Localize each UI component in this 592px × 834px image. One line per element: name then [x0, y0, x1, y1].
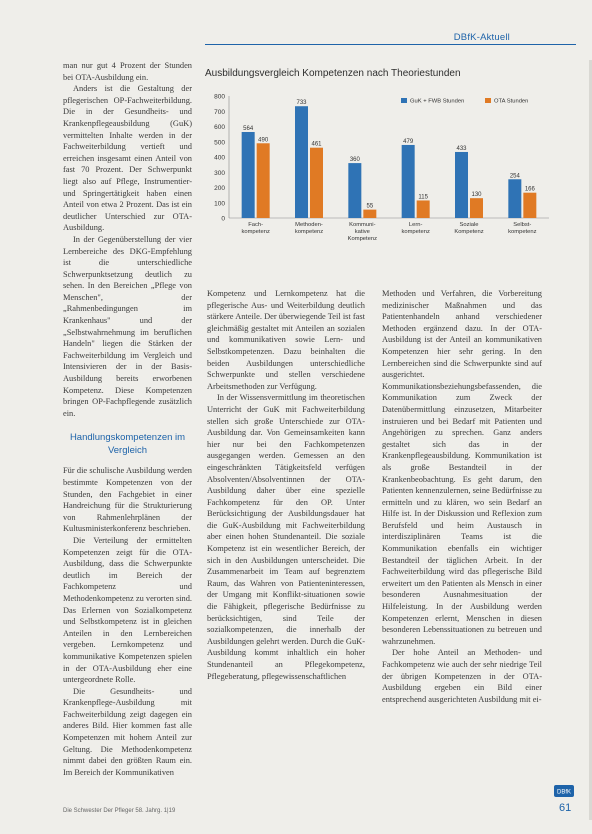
- x-tick-label: Selbst-: [513, 222, 532, 228]
- bar-chart: [205, 68, 555, 268]
- data-label: 166: [524, 186, 535, 193]
- x-tick-label: Soziale: [459, 222, 479, 228]
- legend-swatch: [485, 98, 491, 103]
- bar-guk-fwb: [402, 145, 415, 218]
- chart-title: Ausbildungsvergleich Kompetenzen nach Theoriestunden: [205, 68, 461, 79]
- legend-entry: OTA Stunden: [494, 98, 529, 105]
- paragraph: Der hohe Anteil an Methoden- und Fachkompetenz wie auch der sehr niedrige Teil der übrigen Kompetenzen in der OTA-Ausbildung ergeben ein Bild einer entsprechend ausgerichteten Ausbildung mit ei-: [382, 648, 542, 704]
- y-tick-label: 800: [214, 93, 225, 101]
- x-tick-label: kompetenz: [508, 229, 537, 235]
- paragraph: In der Wissensvermittlung im theoretischen Unterricht der GuK mit Fachweiterbildung stellen sich große Unterschiede zur OTA-Ausbildung dar. Von Gemeinsamkeiten kann hier nur bei den Fachkompetenzen ausgegangen werden. Gemessen an den eingeschränkten Tätigkeitsfeld verfügen Absolventen/Absolventinnen der OTA-Ausbildung daher über eine spezielle Fachkompetenz für den OP. Unter Berücksichtigung der Ausbildungsdauer hat die GuK-Ausbildung mit Fachweiterbildung aber einen hohen Stundenanteil. Die soziale Kompetenz ist ein wesentlicher Bereich, der sich in den Ausbildungen unterscheidet. Die Zusammenarbeit im Team auf begrenztem Raum, das Wahren von Patienteninteressen, der Umgang mit Konflikt-situationen sowie die Fähigkeit, pflegerische Bedürfnisse zu berücksichtigen, sind Teile der sozialkompetenzen, die innerhalb der Ausbildungen gelehrt werden. Durch die GuK-Ausbildung kommt inhaltlich ein hoher Stundenanteil an Pflegekompetenz, Pflegeberatung, pflegewissenschaftlichen: [207, 393, 365, 681]
- x-tick-label: Fach-: [248, 222, 264, 228]
- data-label: 733: [296, 100, 307, 107]
- column-2: [207, 288, 365, 682]
- data-label: 490: [258, 137, 269, 144]
- data-label: 461: [311, 141, 322, 148]
- bar-ota: [257, 143, 270, 218]
- y-tick-label: 100: [214, 200, 225, 208]
- page-header: [0, 0, 592, 60]
- paragraph: Anders ist die Gestaltung der pflegerischen OP-Fachweiterbildung. Die in der Gesundheits- und Krankenpflegeausbildung (GuK) vermittelten Inhalte werden in der Fachweiterbildung vertieft und erreichen insgesamt einen Anteil von fast 70 Prozent. Der Schwerpunkt liegt also auf Pflege, Instrumentier- und Springertätigkeit haben einen Anteil von etwa 2 Prozent. Das ist ein deutlicher Unterschied zur OTA-Ausbildung.: [63, 84, 192, 233]
- x-tick-label: Lern-: [408, 222, 423, 228]
- bar-ota: [310, 148, 323, 218]
- paragraph: Die Verteilung der ermittelten Kompetenzen zeigt für die OTA-Ausbildung, dass die Schwerpunkte deutlich im Bereich der Fachkompetenz und Methodenkompetenz zu verorten sind. Das Erlernen von Sozialkompetenz und Selbstkompetenz ist in gleichen Anteilen in den Lernbereichen vergeben. Lernkompetenz und kommunikative Kompetenzen spielen in der OTA-Ausbildung eher eine untergeordnete Rolle.: [63, 535, 192, 685]
- data-label: 433: [456, 145, 467, 152]
- bar-guk-fwb: [455, 152, 468, 218]
- bar-ota: [470, 198, 483, 218]
- y-tick-label: 0: [221, 215, 225, 223]
- data-label: 115: [418, 194, 428, 201]
- y-tick-label: 600: [214, 124, 225, 131]
- bar-ota: [417, 200, 430, 218]
- y-tick-label: 500: [214, 139, 225, 147]
- bar-guk-fwb: [348, 163, 361, 218]
- data-label: 360: [349, 157, 360, 164]
- x-tick-label: Methoden-: [295, 222, 323, 228]
- paragraph: Kompetenz und Lernkompetenz hat die pflegerische Aus- und Weiterbildung deutlich stärkere Anteile. Der überwiegende Teil ist fast gleichmäßig gestaltet mit Anteilen an sozialen und kommunikativen sowie Lern- und Selbstkompetenzen. Dazu beinhalten die beiden Ausbildungen unterschiedliche Schwerpunkte und stellen verschiedene Arbeitsmethoden zur Verfügung.: [207, 289, 365, 391]
- paragraph: Für die schulische Ausbildung werden bestimmte Kompetenzen von der Stunden, den Fachgebiet in einer Handreichung für die Strukturierung von Rahmenlehrplänen der Kultusministerkonferenz beschrieben.: [63, 466, 192, 534]
- data-label: 564: [243, 125, 254, 132]
- x-tick-label: kompetenz: [241, 229, 270, 235]
- journal-footer: Die Schwester Der Pfleger 58. Jahrg. 1|19: [63, 808, 176, 814]
- bar-guk-fwb: [295, 106, 308, 218]
- data-label: 254: [509, 173, 520, 180]
- x-tick-label: kompetenz: [401, 229, 430, 235]
- data-label: 130: [471, 192, 482, 199]
- data-label: 55: [366, 203, 374, 210]
- logo-text: DBfK: [556, 789, 572, 796]
- x-tick-label: Kommuni-: [349, 222, 376, 228]
- page-number: 61: [559, 802, 572, 814]
- dbfk-logo-icon: [554, 785, 574, 797]
- bar-guk-fwb: [508, 179, 521, 218]
- x-tick-label: kative: [354, 229, 370, 235]
- y-tick-label: 700: [214, 108, 225, 116]
- x-tick-label: kompetenz: [294, 229, 324, 235]
- y-tick-label: 400: [214, 154, 225, 162]
- header-rule: [205, 44, 576, 45]
- bar-ota: [523, 193, 536, 218]
- y-tick-label: 200: [214, 185, 225, 192]
- legend-swatch: [401, 98, 407, 103]
- legend-entry: GuK + FWB Stunden: [410, 98, 465, 105]
- data-label: 479: [403, 138, 414, 145]
- column-3: [382, 288, 542, 705]
- bar-guk-fwb: [242, 132, 255, 218]
- paragraph: Die Gesundheits- und Krankenpflege-Ausbildung mit Fachweiterbildung zeigt dagegen ein anderes Bild. Hier kommen fast alle Kompetenzen mit hohem Anteil zur Geltung. Die Methodenkompetenz nimmt dabei den größten Raum ein. Im Bereich der Kommunikativen: [63, 686, 192, 777]
- bar-ota: [363, 210, 376, 218]
- column-1: [63, 60, 192, 778]
- subheading: Handlungskompetenzen im Vergleich: [69, 432, 186, 457]
- chart-canvas: [205, 88, 555, 268]
- paragraph: Methoden und Verfahren, die Vorbereitung medizinischer Maßnahmen und das Patientenhandeln anhand verschiedener Methoden ergänzend dazu. In der OTA-Ausbildung ist der Anteil an kommunikativen Kompetenzen hier sehr gering. In den Lernbereichen sind die Schwerpunkte sind auf ausgerichtet. Kommunikationsbeziehungsbefassenden, die Kommunikation zum Zweck der Datenübermittlung einzusetzen, Mitarbeiter instruieren und bei Bedarf mit Patienten und Angehörigen zu sprechen. Ganz anders gestaltet sich das in der Krankenpflegeausbildung. Kommunikation ist als große Bestandteil in der Krankenbeobachtung. Es geht darum, den Patienten kennenzulernen, seine Bedürfnisse zu ermitteln und zu klären, wo sein Bedarf an Hilfe ist. In der Diskussion und Reflexion zum Berufsfeld und heim Austausch in interdisziplinären Teams ist die Kommunikation ebenfalls ein wichtiger Bestandteil der täglichen Arbeit. In der Fachweiterbildung wird das pflegerische Bild erweitert um den Patienten als Mensch in einer besonderen Ausnahmesituation der Hilfeleistung. In der Ausbildung werden Kompetenzen erlernt, Menschen in diesen besonderen Lebenssituationen zu betreuen und wahrzunehmen.: [382, 289, 542, 646]
- paragraph: man nur gut 4 Prozent der Stunden bei OTA-Ausbildung ein.: [63, 61, 192, 82]
- section-label: DBfK-Aktuell: [453, 32, 510, 43]
- paragraph: In der Gegenüberstellung der vier Lernbereiche des DKG-Empfehlung ist die unterschiedliche Schwerpunktsetzung deutlich zu sehen. In den Bereichen „Pflege von Menschen", der „Rahmenbedingungen im Krankenhaus" und der „Selbstwahrnehmung im beruflichen Handeln" liegen die Stärken der Fachweiterbildung im Vergleich und Intensivieren der in der Basis-Ausbildung bereits erworbenen Kompetenz. Diese Kompetenzen bringen OP-Fachpflegende zusätzlich ein.: [63, 234, 192, 418]
- x-tick-label: Kompetenz: [347, 236, 377, 242]
- x-tick-label: Kompetenz: [454, 229, 484, 235]
- y-tick-label: 300: [214, 169, 225, 177]
